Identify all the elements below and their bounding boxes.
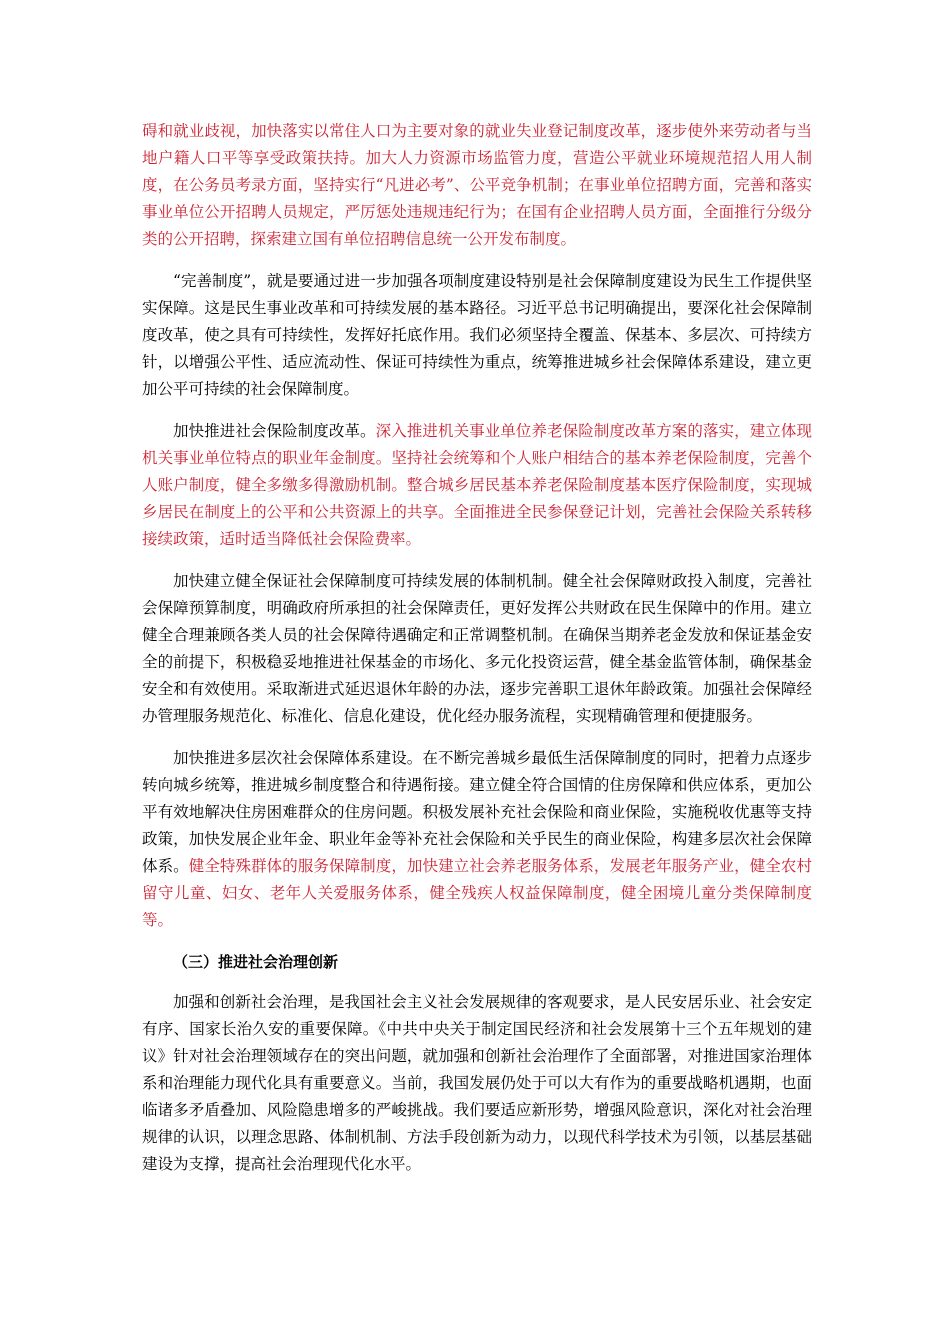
paragraph-lead: 加快推进社会保险制度改革。: [173, 422, 376, 440]
paragraph-text-highlight: 健全特殊群体的服务保障制度，加快建立社会养老服务体系，发展老年服务产业，健全农村留守儿童、妇女、老年人关爱服务体系，健全残疾人权益保障制度，健全困境儿童分类保障制度等。: [142, 857, 812, 929]
paragraph-text: 深入推进机关事业单位养老保险制度改革方案的落实，建立体现机关事业单位特点的职业年金制度。坚持社会统筹和个人账户相结合的基本养老保险制度，完善个人账户制度，健全多缴多得激励机制。整合城乡居民基本养老保险制度基本医疗保险制度，实现城乡居民在制度上的公平和公共资源上的共享。全面推进全民参保登记计划，完善社会保险关系转移接续政策，适时适当降低社会保险费率。: [142, 422, 812, 548]
paragraph-social-insurance-reform: [142, 418, 812, 553]
paragraph-text: 碍和就业歧视，加快落实以常住人口为主要对象的就业失业登记制度改革，逐步使外来劳动者与当地户籍人口平等享受政策扶持。加大人力资源市场监管力度，营造公平就业环境规范招人用人制度，在公务员考录方面，坚持实行“凡进必考”、公平竞争机制；在事业单位招聘方面，完善和落实事业单位公开招聘人员规定，严厉惩处违规违纪行为；在国有企业招聘人员方面，全面推行分级分类的公开招聘，探索建立国有单位招聘信息统一公开发布制度。: [142, 122, 812, 248]
paragraph-multilevel-security: [142, 745, 812, 934]
paragraph-text: 加快推进多层次社会保障体系建设。在不断完善城乡最低生活保障制度的同时，把着力点逐步转向城乡统筹，推进城乡制度整合和待遇衔接。建立健全符合国情的住房保障和供应体系，更加公平有效地解决住房困难群众的住房问题。积极发展补充社会保险和商业保险，实施税收优惠等支持政策，加快发展企业年金、职业年金等补充社会保险和关乎民生的商业保险，构建多层次社会保障体系。: [142, 749, 812, 875]
paragraph-social-governance: [142, 989, 812, 1178]
paragraph-improve-system: [142, 268, 812, 403]
paragraph-text: 加强和创新社会治理，是我国社会主义社会发展规律的客观要求，是人民安居乐业、社会安定有序、国家长治久安的重要保障。《中共中央关于制定国民经济和社会发展第十三个五年规划的建议》针对社会治理领域存在的突出问题，就加强和创新社会治理作了全面部署，对推进国家治理体系和治理能力现代化具有重要意义。当前，我国发展仍处于可以大有作为的重要战略机遇期，也面临诸多矛盾叠加、风险隐患增多的严峻挑战。我们要适应新形势，增强风险意识，深化对社会治理规律的认识，以理念思路、体制机制、方法手段创新为动力，以现代科学技术为引领，以基层基础建设为支撑，提高社会治理现代化水平。: [142, 993, 812, 1173]
paragraph-sustainable-mechanism: [142, 568, 812, 730]
paragraph-text: “完善制度”，就是要通过进一步加强各项制度建设特别是社会保障制度建设为民生工作提供坚实保障。这是民生事业改革和可持续发展的基本路径。习近平总书记明确提出，要深化社会保障制度改革，使之具有可持续性，发挥好托底作用。我们必须坚持全覆盖、保基本、多层次、可持续方针，以增强公平性、适应流动性、保证可持续性为重点，统筹推进城乡社会保障体系建设，建立更加公平可持续的社会保障制度。: [142, 272, 812, 398]
paragraph-text: 加快建立健全保证社会保障制度可持续发展的体制机制。健全社会保障财政投入制度，完善社会保障预算制度，明确政府所承担的社会保障责任，更好发挥公共财政在民生保障中的作用。建立健全合理兼顾各类人员的社会保障待遇确定和正常调整机制。在确保当期养老金发放和保证基金安全的前提下，积极稳妥地推进社保基金的市场化、多元化投资运营，健全基金监管体制，确保基金安全和有效使用。采取渐进式延迟退休年龄的办法，逐步完善职工退休年龄政策。加强社会保障经办管理服务规范化、标准化、信息化建设，优化经办服务流程，实现精确管理和便捷服务。: [142, 572, 812, 725]
section-heading: （三）推进社会治理创新: [173, 953, 339, 971]
paragraph-employment-reform: [142, 118, 812, 253]
